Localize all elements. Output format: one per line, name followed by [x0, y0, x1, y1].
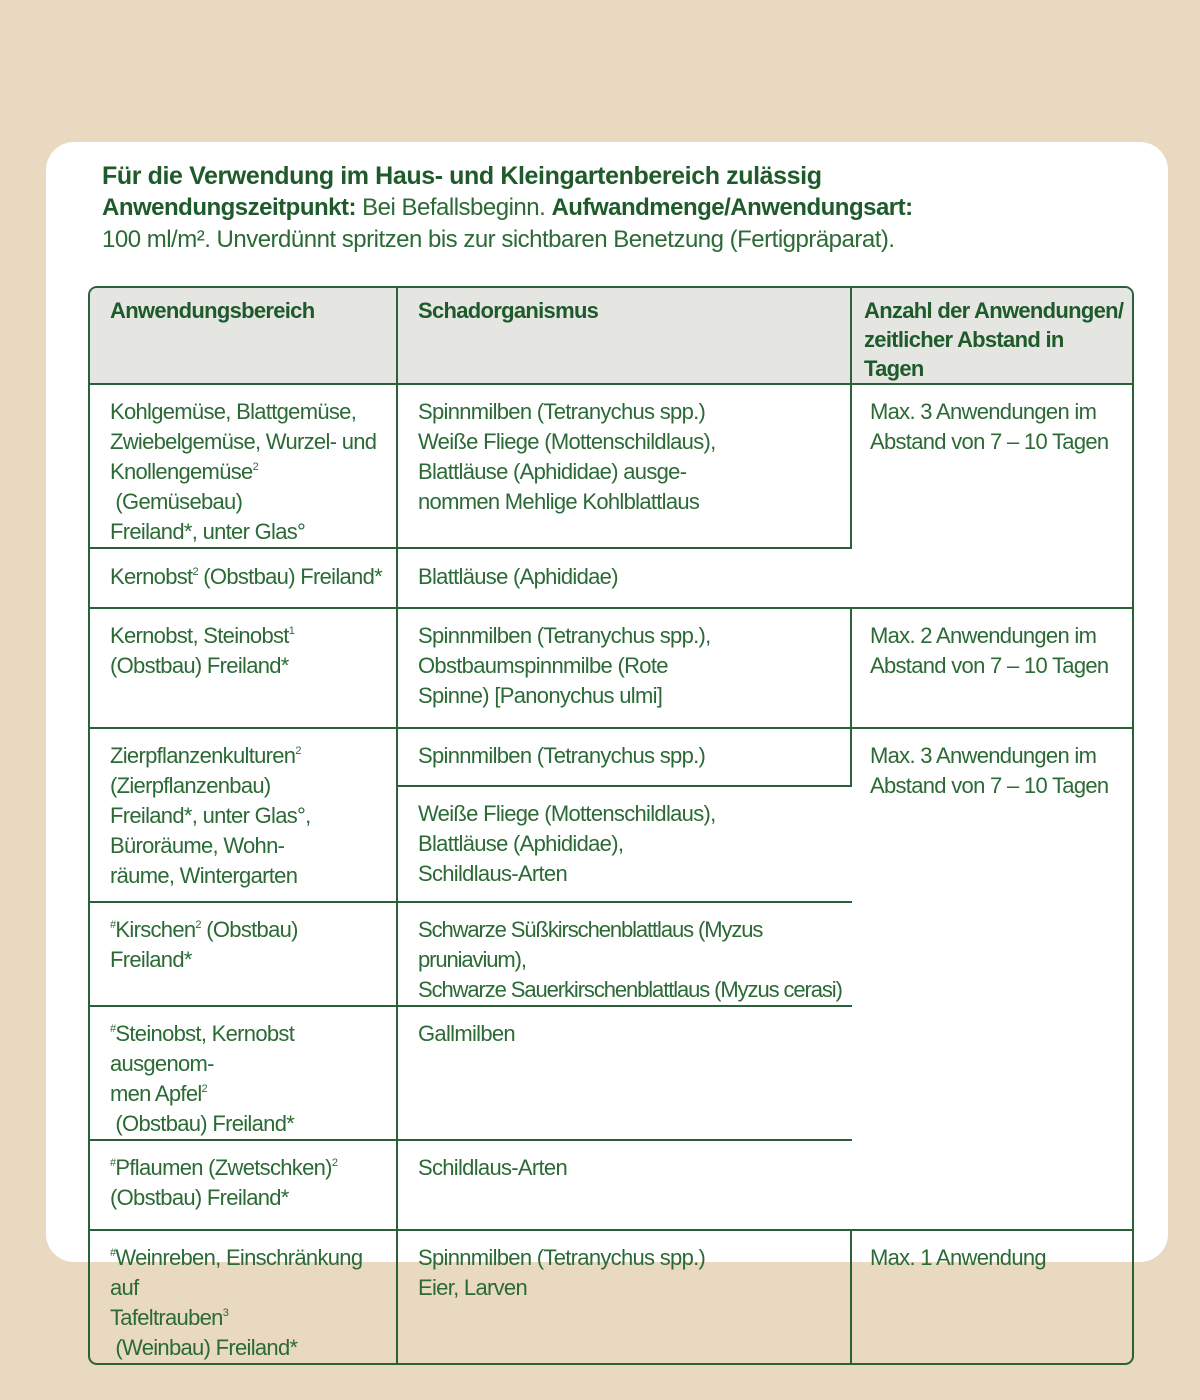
- pest-cell: Schildlaus-Arten: [398, 1141, 852, 1231]
- section-title: Für die Verwendung im Haus- und Kleingartenbereich zulässig: [102, 162, 822, 190]
- count-cell: Max. 2 Anwendungen im Abstand von 7 – 10 Tagen: [852, 609, 1132, 729]
- area-cell: Kernobst$^2$ (Obstbau) Freiland*: [90, 549, 398, 609]
- count-cell: Max. 1 Anwendung: [870, 1245, 1046, 1270]
- dosage-value: 100 ml/m². Unverdünnt spritzen bis zur sichtbaren Benetzung (Fertigpräparat).: [102, 226, 895, 253]
- area-cell: Kernobst, Steinobst$^1$ (Obstbau) Freiland*: [90, 609, 398, 729]
- area-cell: #Weinreben, Einschränkung auf Tafeltrauben$^3$ (Weinbau) Freiland*: [90, 1231, 398, 1363]
- pest-cell: Gallmilben: [398, 1007, 852, 1141]
- application-table: [88, 286, 1134, 1365]
- header-count-line1: Anzahl der Anwendungen/: [864, 298, 1124, 323]
- application-time-value: Bei Befallsbeginn.: [355, 194, 552, 221]
- pest-cell: Schwarze Süßkirschenblattlaus (Myzus pruniavium), Schwarze Sauerkirschenblattlaus (Myzus cerasi): [398, 903, 852, 1007]
- header-count-line2: zeitlicher Abstand in Tagen: [864, 327, 1064, 381]
- application-time-label: Anwendungszeitpunkt:: [102, 194, 356, 221]
- count-cell: Max. 3 Anwendungen im Abstand von 7 – 10 Tagen: [852, 385, 1132, 609]
- header-pest: Schadorganismus: [398, 288, 852, 385]
- pest-cell: Spinnmilben (Tetranychus spp.), Obstbaumspinnmilbe (Rote Spinne) [Panonychus ulmi]: [398, 609, 852, 729]
- area-cell: Kohlgemüse, Blattgemüse, Zwiebelgemüse, Wurzel- und Knollengemüse$^2$ (Gemüsebau) Freiland*, unter Glas°: [90, 385, 398, 549]
- pest-cell: Blattläuse (Aphididae): [398, 549, 852, 609]
- application-time-line: [102, 192, 1122, 224]
- area-cell: Zierpflanzenkulturen$^2$ (Zierpflanzenbau) Freiland*, unter Glas°, Büroräume, Wohn- räume, Wintergarten: [90, 729, 398, 903]
- table-row: [90, 609, 1132, 729]
- pest-cell: Spinnmilben (Tetranychus spp.) Weiße Fliege (Mottenschildlaus), Blattläuse (Aphididae) ausge- nommen Mehlige Kohlblattlaus: [398, 385, 852, 549]
- pest-cell: Spinnmilben (Tetranychus spp.) Eier, Larven: [398, 1231, 852, 1363]
- intro-text: [102, 160, 1122, 256]
- count-cell: Max. 3 Anwendungen im Abstand von 7 – 10 Tagen: [852, 729, 1132, 1231]
- pest-cell: Weiße Fliege (Mottenschildlaus), Blattläuse (Aphididae), Schildlaus-Arten: [398, 787, 852, 903]
- dosage-label: Aufwandmenge/Anwendungsart:: [551, 194, 913, 221]
- area-cell: #Pflaumen (Zwetschken)$^2$ (Obstbau) Freiland*: [90, 1141, 398, 1231]
- header-application-count: [852, 288, 1132, 385]
- area-cell: #Steinobst, Kernobst ausgenom- men Apfel$^2$ (Obstbau) Freiland*: [90, 1007, 398, 1141]
- area-cell: #Kirschen$^2$ (Obstbau) Freiland*: [90, 903, 398, 1007]
- table-row: [90, 1231, 1132, 1363]
- table-header-row: [90, 288, 1132, 385]
- table-row: [90, 385, 1132, 549]
- table-row: [90, 729, 1132, 787]
- header-application-area: Anwendungsbereich: [90, 288, 398, 385]
- pest-cell: Spinnmilben (Tetranychus spp.): [398, 729, 852, 787]
